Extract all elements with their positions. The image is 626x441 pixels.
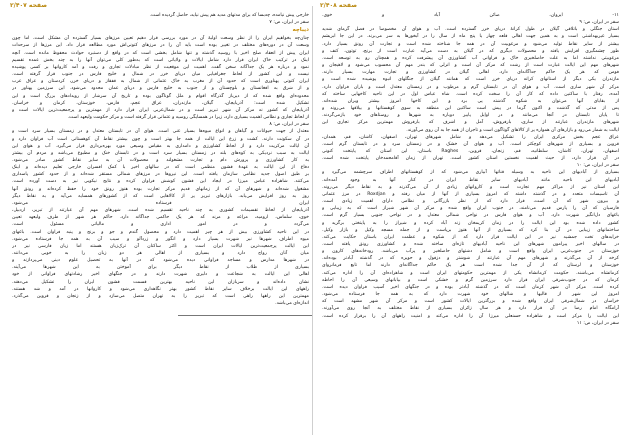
text-line: نشان داده‌اند و سربازان این ناحیه بهترین قسمت قشون ایران را تشکیل می‌دهند. — [12, 279, 309, 285]
text-line: می‌کنند. شاهزاده عباس میرزا در ایجاد این قشون کوشش فراوان کرده و نتایج نیکویی نیز به دست آورده است. — [12, 179, 309, 185]
text-line: کشور داده شده بود این ایالت را در زمان کریمخان زند آباد کرده و شیراز را به پایتختی برگزید و — [322, 220, 619, 226]
text-line: طور چشمگیری افزایش یافته و محصولات دیگری که در گیلان به دست می‌آید عبارت است از برنج، توتون، کنف و — [322, 48, 619, 54]
text-line: آبادیهای این ناحیه مانند آبادیهای سایر نقاط ایران در کنار آنها به وجود آمده‌اند. — [322, 177, 619, 183]
right-page-body — [318, 12, 623, 327]
text-line: مرغوبیتی نداشته اما به علت حاصلخیزی خاک و فراوانی آب کشاورزی آن پیشرفت کرده و همچنان رو به توسعه است. — [322, 55, 619, 61]
text-line: خراسان در شمال‌شرقی ایران واقع شده و بزرگترین ایالات کشور است و مرکز آن شهر مشهد است که — [322, 299, 619, 305]
text-line: از بقایای آنها می‌توان به شکوه گذشته پی برد و این کاخها امروز بیشتر ویران شده‌اند. — [322, 98, 619, 104]
text-line: نمود و درباره هر یک جداگانه سخن گفت. اهمیت این موقعیت از نظر مبادلات تجاری و رفت و آمد کاروانها بر کسی پوشیده — [12, 64, 309, 70]
left-page-label: صفحه ۲/۴۰۷ — [10, 2, 48, 9]
text-line: آن ایالت مرکزیت دارد و از لحاظ کشاورزی و دامداری به مقیاس وسیعی مورد بهره‌برداری قرار می‌گیرد. آب و هوای این — [12, 143, 309, 149]
text-line: می‌گردد و در امور اداری و مالیاتی مسئول است. — [12, 222, 309, 228]
text-line: و بیرون شهر که آن است، قرار دارد که از نظر بازرگانی و نظامی دارای اهمیت زیادی است. — [322, 199, 619, 205]
text-line: اینک در ترکیب خاک ایران قرار دارد شامل ایالات و ولایاتی است که به‌طور کلی می‌توان آنها را به چند بخش عمده تقسیم — [12, 57, 309, 63]
text-line: اصفهان، تهران، کاشان، سلطانیه، قم، زنجان، قزوین، Raghes باستان، این استان که پایتخت کنونی — [322, 148, 619, 154]
right-page-header — [318, 0, 623, 12]
text-line: آذربایجان از لحاظ تقسیمات کشوری به چند ناحیه تقسیم شده است. شهرهای مهم آن عبارتند از تبریز، اردبیل، — [12, 208, 309, 214]
text-line: ۱۱- ایروان، صائن آباد و خوی. — [322, 13, 619, 18]
text-line: و از شرق به افغانستان و بلوچستان و از جنوب به خلیج فارس و دریای عمان محدود می‌شود. این سرزمین پهناور در — [12, 86, 309, 92]
text-line: کرمانشاه می‌باشند. حکومت کرمانشاه یکی از مهمترین حکومتهای ایران است و شاهزاده‌ای آن را اداره می‌کند. — [322, 270, 619, 276]
text-line: ایران پیش از انعقاد صلح اخیر با روسیه گذشته و تنها شامل بخشی است که در واقع از دستبرد حوادث محفوظ مانده است. آنچه — [12, 50, 309, 56]
text-line: مهمترین این راهها راهی است که تبریز را به تهران متصل می‌سازد و از زنجان و قزوین می‌گذرد. — [12, 293, 309, 299]
text-line: این ایالت را مرکز است و شاهزاده حسنعلی میرزا آن را اداره می‌کند و امنیت راههای آن را برقرار کرده است. — [322, 313, 619, 319]
text-line: سفر در ایران، ص: ۱۰ — [576, 163, 619, 169]
text-line: بیشتر از سایر نقاط تولید می‌شود و مرغوبیت آن در همه جا شناخته شده است و تجارت آن رونق بسیار دارد. — [322, 41, 619, 47]
page-gutter — [312, 6, 313, 435]
text-line: خوزستان در جنوب‌غربی ایران واقع است و شامل دشتهای حاصلخیز و پرآب می‌باشد. رودخانه‌های کارون و — [322, 249, 619, 255]
text-line: سفر در ایران، ص: ۸ — [269, 122, 309, 128]
text-line: عراق عجم بخش مرکزی ایران را تشکیل می‌دهد و شامل شهرهای تهران، اصفهان، کاشان، قم، همدان، — [322, 134, 619, 140]
section-heading: دیباچه — [292, 27, 309, 34]
left-page-body — [8, 12, 313, 307]
text-line: آذربایجان که کشور نه مرکز آن شهر تبریز است و در شمال‌غربی ایران قرار دارد از مهمترین و پرجمعیت‌ترین ایالات است و — [12, 107, 309, 113]
text-line: سفر در ایران، ص: ۷ — [269, 20, 309, 26]
text-line: ایالت به شمار می‌رود و بازارهای آن همواره پر از کالاهای گوناگون است و تاجران از همه جا به آن روی می‌آورند. — [406, 127, 619, 133]
text-line: مشغول شده‌اند و شهرهای آن که از زمانهای قدیم مرکز تجارت بوده هنوز رونق خود را حفظ کرده‌اند و رونق آنها — [12, 186, 309, 192]
text-line: کرمان که در جنوب‌شرقی ایران قرار دارد سرزمین گرم و خشکی است و بیابانهای وسیعی آن را احاطه — [322, 277, 619, 283]
text-line: تا پایان تابستان در آنجا می‌مانند و در اوایل پاییز دوباره به شهرها و روستاهای خود بازمی‌گردند. — [322, 113, 619, 119]
text-line: راههای این ایالت برخلاف سایر نقاط کشور بهتر نگاهداری می‌شود و کاروانها در آمد و شد هستند. — [12, 286, 309, 292]
text-line: بسیاری از طلاب از نقاط دیگر برای آموختن به این شهرها می‌آیند. — [12, 265, 309, 271]
text-line: سفر در ایران، ص: ۱۱ — [576, 320, 619, 326]
text-line: فومن که هر یک حاکم جداگانه‌ای دارد. اهالی گیلان در کشاورزی و تجارت مهارت بسیار دارند. — [322, 70, 619, 76]
text-line: قزوین و بسیاری از شهرهای کوچکتر است. آب و هوای آن خشک و در زمستان سرد و در تابستان گرم است. — [322, 141, 619, 147]
text-line: چنان‌چه بخواهیم ایران را از نظر وسعت اولیهٔ آن در مورد بررسی قرار دهیم تعیین مرزهای بسیار گسترده آن مشکل است، اما چون — [12, 36, 309, 42]
text-line: مرکز آن شهر ساری است. آب و هوای آن در تابستان گرم و مرطوب و در زمستان معتدل است و باران فراوان دارد. — [322, 84, 619, 90]
text-line: از لحاظ تجاری و نظامی اهمیت بسیاری دارد، زیرا در همسایگی روسیه و عثمانی قرار گرفته است و مرکز حکومت ولیعهد است. — [67, 115, 309, 121]
text-line: در آن سکونت دارند. کشت و زرع این ایالت از همه جا بهتر است و چون بیشتر نقاط آن کوهستانی است آب فراوان دارد و — [12, 136, 309, 142]
footnote-rule — [178, 315, 313, 316]
text-line: بسیار غیربهداشتی است و به همین جهت اهالی قلعه چهار یا پنج ماه از سال را در آبخورها به سر می‌برند. در این جا ابریشم — [322, 34, 619, 40]
text-line: امروز این شهر از قالیها و شالهای خود شهرت دارد که به همه جا فرستاده می‌شود. — [322, 292, 619, 298]
text-line: روز به روز افزایش می‌یابد. بازارهای تبریز پر از کالاهایی است که از کشورهای همسایه می‌آید و به نقاط دیگر — [12, 193, 309, 199]
text-line: ایران فرستاده می‌شود. — [12, 200, 309, 206]
text-line: وسعت آن در دوره‌های مختلف در تغییر بوده است باید آن را در مرزهای کنونی‌اش مورد مطالعه قرار داد. این مرزها از سرحدات — [12, 43, 309, 49]
text-line: کرخه از آن می‌گذرند و شهرهای مهم آن عبارتند از شوشتر و دزفول و حویزه که در گذشته آبادتر بوده‌اند. — [322, 256, 619, 262]
text-line: کرده است. مرکز آن شهر کرمان است که در گذشته آبادتر بوده و در جنگهای اخیر آسیب فراوان دیده است. — [322, 284, 619, 290]
left-page-header — [8, 0, 313, 12]
text-line: میوه اطراف شهرها نیز شهرت بسیار دارد و انگور و زردآلو و سیب آن به همه جا فرستاده می‌شود. — [12, 236, 309, 242]
text-line: میان آنان رواج دارد و بسیاری از اهالی هر دو زبان را به خوبی می‌دانند. — [12, 251, 309, 256]
text-line: شهرهای مازندران عبارتند از ساری، بارفروش، آمل و اشرف که بارفروش مهمترین مرکز تجاری این — [322, 120, 619, 126]
text-line: باغهای دل‌انگیز شهرت دارد. آب و هوای فارس در نواحی شمالی معتدل و در نواحی جنوبی بسیار گرم است. — [322, 213, 619, 219]
text-line: ایالت به سبب نزدیکی به کوه‌های بلند در زمستان بسیار سرد است و در تابستان خنک و مطبوع می‌باشد و مردم آن بیشتر — [12, 150, 309, 156]
text-line: ایران کنونی پهناوری است که حدود آن از مغرب به خاک عثمانی از شمال به قفقاز و دریای خزر، کردستان و عراق عرب — [12, 79, 309, 85]
text-line: خرابه‌های تخت جمشید نیز در این ایالت قرار دارد که از شکوه و عظمت ایران باستان حکایت می‌کند. — [322, 234, 619, 240]
text-line: آن تاسیسات متعدد و در گذشته داشته که امروز بسیاری از آنها از میان رفته و Roxdjan در مرز عثمانی — [322, 191, 619, 197]
text-line: سفر در ایران، ص: ۹ — [579, 20, 619, 26]
text-line: معتدل از جهت حیوانات و گیاهان و انواع میوه‌ها بسیار غنی است. هوای آن در تابستان معتدل و در زمستان بسیار سرد است و — [12, 129, 309, 135]
text-line: آرامگاه امام رضا در آن قرار دارد و هر سال زائران بسیاری از نقاط مختلف به آنجا روی می‌آورند. — [322, 306, 619, 312]
text-line: در این ناحیه کشاورزی بیش از هر چیز اهمیت دارد و محصول گندم و جو و برنج و پنبه فراوان است. باغهای — [12, 229, 309, 235]
text-line: پس از مدتی که گذشت و اکنون گرما در پیش است ساکنین این منطقه به سوی کوهستانها و ییلاقها می‌روند و — [322, 106, 619, 112]
text-line: تشکیل شده است: آذربایجان، گیلان، مازندران، عراق عجم، فارس، خوزستان، کرمان و خراسان. — [12, 100, 309, 106]
text-line: اندازه‌ای می‌باشد. — [275, 301, 309, 307]
text-line: در شهرها مدارس و مساجد فراوانی دیده می‌شود که در آنها به تحصیل علوم دینی می‌پردازند و — [12, 258, 309, 264]
text-line: در آن قرار دارد، از حیث اهمیت نخستین استان کشور است. تهران از زمان آقامحمدخان پایتخت شده است. — [322, 156, 619, 162]
text-line: در سالهای اخیر پیرامون شهرهای این ناحیه آبادیهای تازه‌ای ساخته شده و کشاورزی رونق یافته است. — [322, 242, 619, 247]
text-line: آمده، رفتار با ساکنین داده که کار آن را سخت کرده است. شاه عباس اول در این ناحیه کاخهایی ساخته که — [322, 91, 619, 97]
text-line: خوزستان و لرستان که از آن جدا شده است هر یک حاکم جداگانه‌ای دارند اما تابع فرمانروای — [322, 263, 619, 269]
text-line: این ایالت پرجمعیت‌ترین ایالات ایران است و اکثر ساکنان آن ترک‌زبان هستند اما زبان فارسی نیز در — [12, 243, 309, 249]
text-line: این استان نیز از مراکز مهم تجارت است و کاروانهای زیادی از آن می‌گذرند و به نقاط دیگر می‌روند. — [322, 184, 619, 190]
text-line: شهرهای مهم این ایالت عبارت است از رشت که مرکز آن است و انزلی که بندر مهم آن محسوب می‌شود و لاهیجان و — [322, 63, 619, 69]
text-line: به کار کشاورزی و پرورش دام و تجارت مشغولند و محصولات آن به سایر نقاط کشور صادر می‌شود. — [12, 157, 309, 163]
left-page — [8, 0, 313, 441]
text-line: فارسیان که آن را پارس قدیم می‌نامند، در جنوب ایران واقع شده و مرکز آن شهر شیراز است که به زیبایی و — [322, 206, 619, 212]
right-page-label: صفحه ۲/۴۰۸ — [320, 2, 358, 9]
text-line: نیست و این کشور از لحاظ جغرافیایی میان دریای خزر در شمال و خلیج فارس در جنوب قرار گرفته است. — [12, 72, 309, 78]
text-line: بر طبق اصول جدید نظامی سازمان یافته است. این نیروها در مرزهای شمالی مستقر شده‌اند و از حدود کشور پاسداری — [12, 172, 309, 178]
right-page — [318, 0, 623, 441]
text-line: محدوده‌ای واقع شده که از دیرباز گذرگاه اقوام و ملل گوناگون بوده و تاریخ آن سرشار از رویدادهای بزرگ است و این — [12, 93, 309, 99]
text-line: بسیاری از آبادیهای این ناحیه به وسیله قناتها آبیاری می‌شود که از کوهستانهای اطراف سرچشمه می‌گیرد و — [322, 170, 619, 176]
text-line: خارجی پیش نیامده، چه‌بسا که برای مدتهای مدید هم پیش نیاید، حاصل گردیده است. — [149, 13, 309, 18]
text-line: دفاع از این ایالت به عهدهٔ قشون منظمی است که در سالهای اخیر با کمک افسران خارجی تعلیم دیده‌اند و اینک — [12, 165, 309, 171]
text-line: خوی، سلماس، ارومیه، مراغه و مرند که هر یک حاکمی جداگانه دارد. حاکم هر شهر از طرف ولیعهد تعیین — [12, 215, 309, 221]
text-line: اهالی این ایالت به شجاعت و دلیری شهرت دارند و در جنگهای اخیر رشادتهای فراوانی از خود — [12, 272, 309, 278]
text-line: استان جنگلی و باتلاقی گیلان در طول کرانهٔ دریای خزر گسترده است. آب و هوای آن مخصوصاً در فصل گرمای شدید — [322, 27, 619, 33]
text-line: مازندران یکی دیگر از استانهای کرانه دریای خزر است که همانند گیلان از جنگلهای انبوه پوشیده شده است و — [322, 77, 619, 83]
text-line: ساختمانهای زیبایی در آن بنا کرد که بسیاری از آنها هنوز برپاست و از جمله مسجد وکیل و بازار وکیل. — [322, 227, 619, 233]
